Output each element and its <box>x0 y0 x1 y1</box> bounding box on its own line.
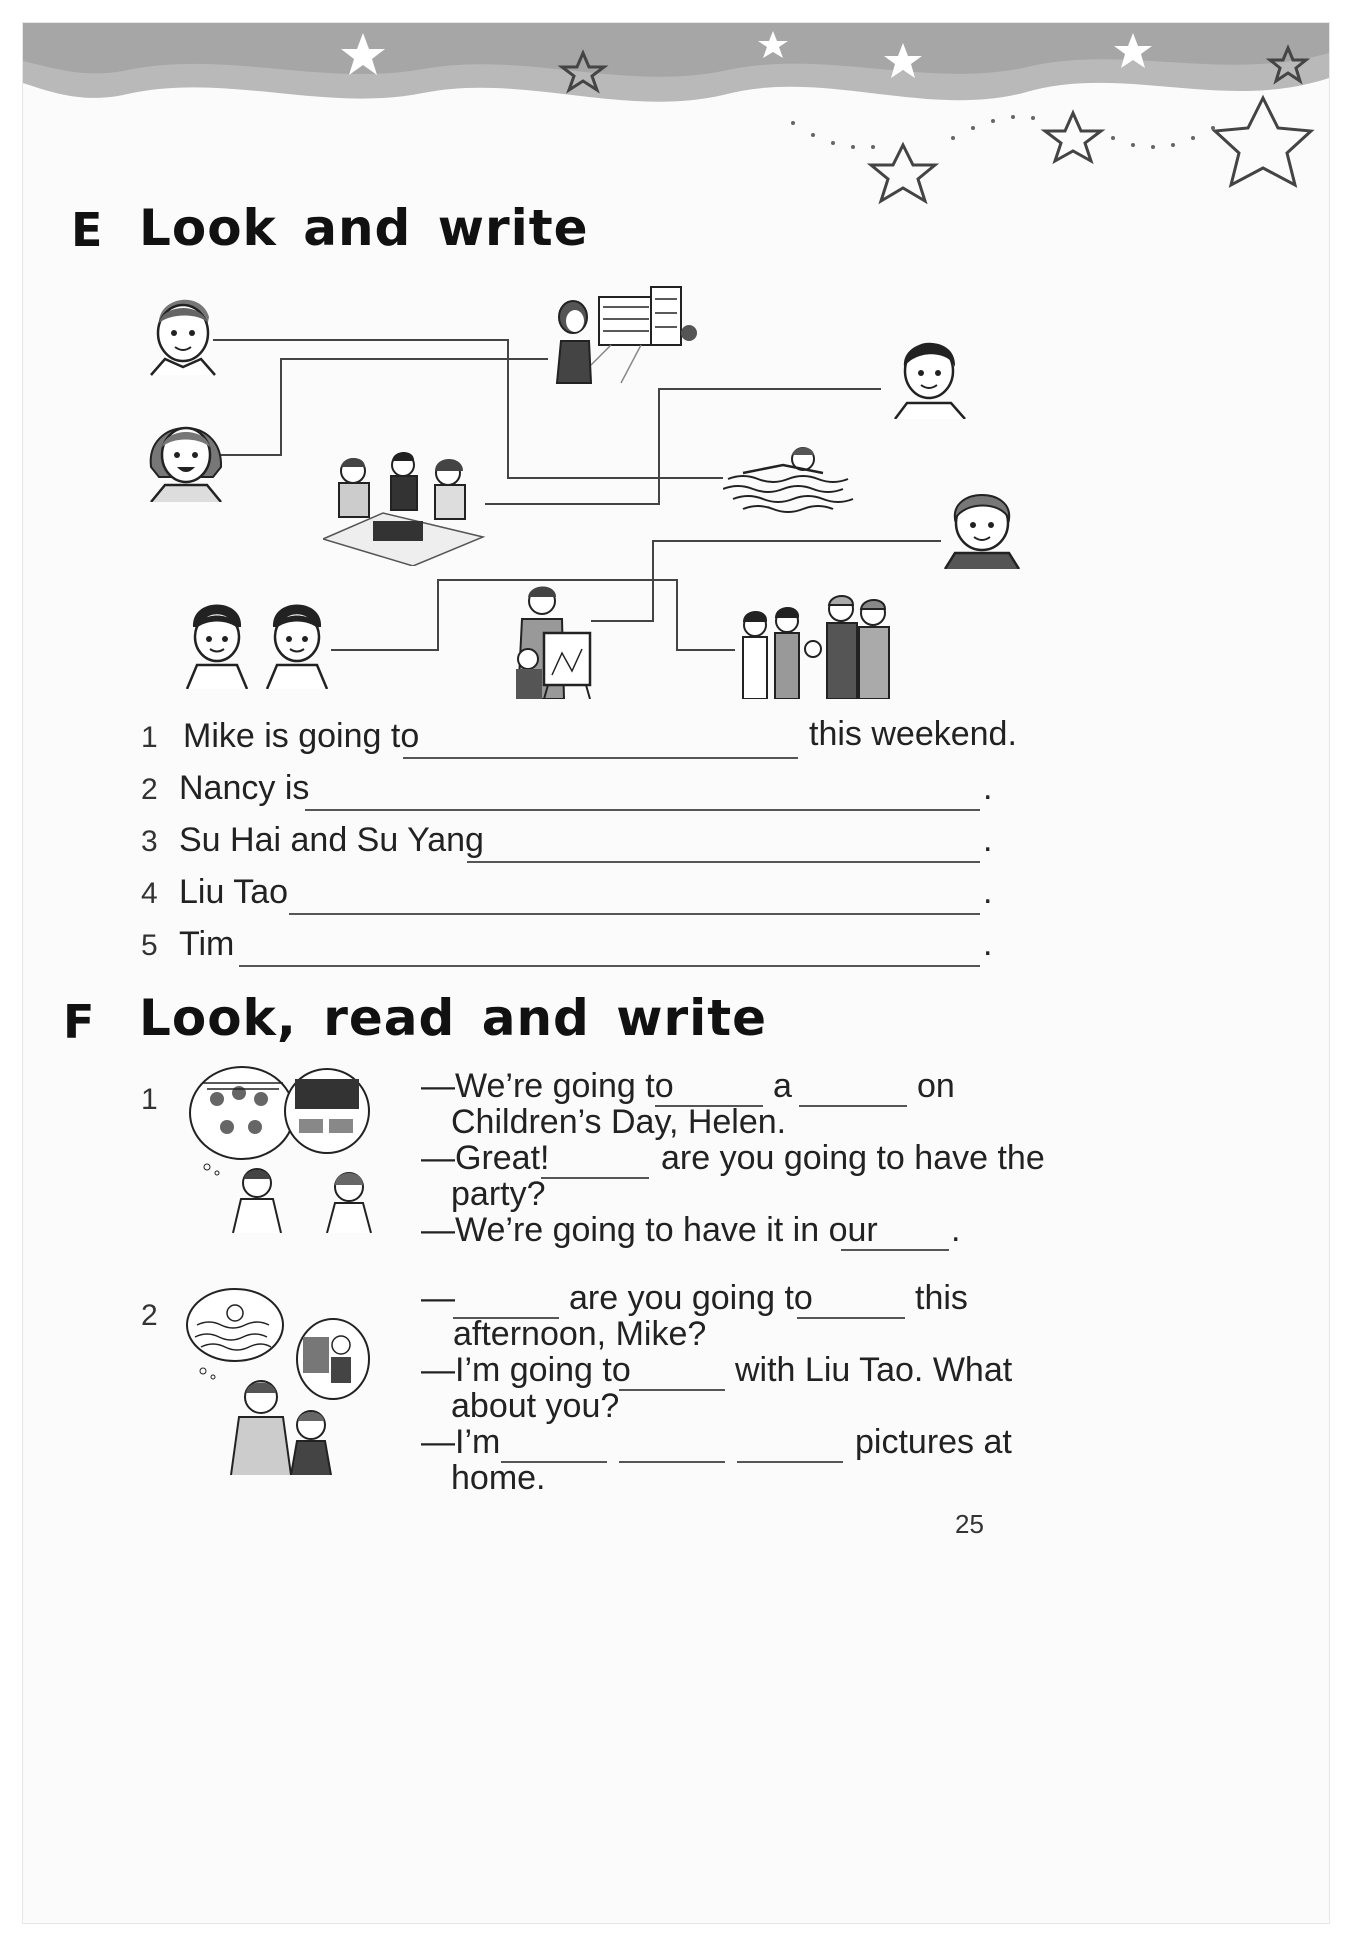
boy-portrait-mike <box>141 287 231 377</box>
answer-blank[interactable] <box>737 1461 843 1463</box>
answer-blank[interactable] <box>239 965 980 967</box>
dialog-line-part: pictures at <box>855 1423 1012 1461</box>
section-e-title: Look and write <box>139 199 589 257</box>
section-e-letter: E <box>71 203 103 257</box>
sentence-prefix: Liu Tao <box>179 873 289 911</box>
sentence-prefix: Mike is going to <box>183 717 420 755</box>
swimming-thought-bubble-picture <box>183 1285 373 1475</box>
dialog-line-part: . <box>951 1211 961 1249</box>
twin-girls-portrait <box>183 597 333 689</box>
dialog-line: —We’re going to have it in our <box>421 1211 878 1249</box>
dialog-line-part: with Liu Tao. What <box>735 1351 1013 1389</box>
dialog-line: party? <box>451 1175 546 1213</box>
dialog-line: — <box>421 1279 455 1317</box>
sentence-number: 2 <box>141 773 158 806</box>
sentence-suffix: . <box>983 873 993 911</box>
sentence-suffix: . <box>983 769 993 807</box>
answer-blank[interactable] <box>403 757 798 759</box>
answer-blank[interactable] <box>619 1461 725 1463</box>
sentence-suffix: . <box>983 821 993 859</box>
family-visit-picture <box>739 589 899 699</box>
dialog-line: afternoon, Mike? <box>453 1315 707 1353</box>
answer-blank[interactable] <box>799 1105 907 1107</box>
item-number: 1 <box>141 1083 158 1116</box>
sentence-suffix: this weekend. <box>809 715 1017 753</box>
sentence-number: 5 <box>141 929 158 962</box>
boy-portrait-liu-tao <box>889 327 973 419</box>
answer-blank[interactable] <box>467 861 980 863</box>
picnic-picture <box>323 441 488 566</box>
dialog-line-part: this <box>915 1279 968 1317</box>
section-f-title: Look, read and write <box>139 989 768 1047</box>
sentence-prefix: Tim <box>179 925 235 963</box>
drawing-picture <box>498 579 608 699</box>
sentence-number: 4 <box>141 877 158 910</box>
dialog-line: —Great! <box>421 1139 550 1177</box>
item-number: 2 <box>141 1299 158 1332</box>
answer-blank[interactable] <box>841 1249 949 1251</box>
section-f-letter: F <box>63 995 95 1049</box>
dialog-line-part: a <box>773 1067 792 1105</box>
answer-blank[interactable] <box>305 809 980 811</box>
school-visit-picture <box>551 285 701 393</box>
dialog-line: Children’s Day, Helen. <box>451 1103 787 1141</box>
page-number: 25 <box>955 1509 984 1539</box>
sentence-number: 1 <box>141 721 158 754</box>
dialog-line: —We’re going to <box>421 1067 674 1105</box>
answer-blank[interactable] <box>797 1317 905 1319</box>
answer-blank[interactable] <box>619 1389 725 1391</box>
dialog-line-part: are you going to <box>569 1279 813 1317</box>
sentence-prefix: Su Hai and Su Yang <box>179 821 484 859</box>
dialog-line: —I’m <box>421 1423 501 1461</box>
workbook-page <box>22 22 1330 1924</box>
answer-blank[interactable] <box>289 913 980 915</box>
dialog-line: home. <box>451 1459 546 1497</box>
boy-portrait-tim <box>941 479 1023 569</box>
swimming-picture <box>723 433 858 513</box>
dialog-line: —I’m going to <box>421 1351 631 1389</box>
sentence-number: 3 <box>141 825 158 858</box>
answer-blank[interactable] <box>541 1177 649 1179</box>
dialog-line-part: are you going to have the <box>661 1139 1045 1177</box>
sentence-prefix: Nancy is <box>179 769 310 807</box>
party-thought-bubble-picture <box>187 1063 387 1233</box>
girl-portrait-nancy <box>143 407 233 502</box>
sentence-suffix: . <box>983 925 993 963</box>
dialog-line: about you? <box>451 1387 620 1425</box>
dialog-line-part: on <box>917 1067 955 1105</box>
